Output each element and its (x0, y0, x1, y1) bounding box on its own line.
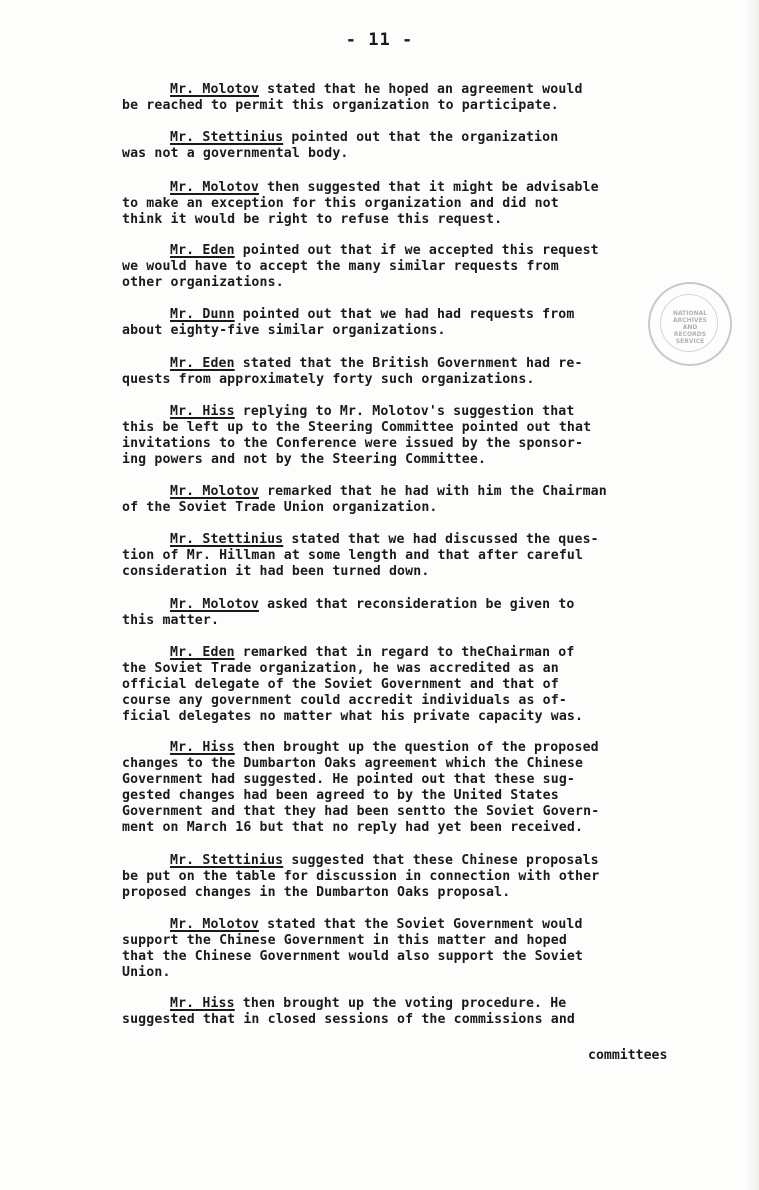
page-edge-shadow (745, 0, 759, 1190)
speaker-name: Mr. Hiss (170, 740, 235, 755)
paragraph-text: suggested that these Chinese proposals be put on the table for discussion in connection with other proposed changes in the Dumbarton Oaks proposal. (122, 853, 600, 900)
paragraph-text: stated that we had discussed the ques- tion of Mr. Hillman at some length and that after careful consideration it had been turned down. (122, 532, 599, 579)
speaker-name: Mr. Molotov (170, 597, 259, 612)
paragraph-text: remarked that he had with him the Chairman of the Soviet Trade Union organization. (122, 484, 607, 515)
paragraph-9 (122, 532, 687, 580)
paragraph-7 (122, 404, 687, 468)
stamp-text: NATIONAL ARCHIVES AND RECORDS SERVICE (672, 310, 708, 345)
paragraph-text: pointed out that if we accepted this request we would have to accept the many similar requests from other organizations. (122, 243, 599, 290)
paragraph-2 (122, 130, 687, 162)
speaker-name: Mr. Stettinius (170, 130, 284, 145)
paragraph-6 (122, 356, 687, 388)
paragraph-12 (122, 740, 687, 836)
speaker-name: Mr. Eden (170, 243, 235, 258)
speaker-name: Mr. Molotov (170, 484, 259, 499)
speaker-name: Mr. Molotov (170, 180, 259, 195)
paragraph-13 (122, 853, 687, 901)
speaker-name: Mr. Eden (170, 645, 235, 660)
archive-stamp (648, 282, 732, 366)
speaker-name: Mr. Dunn (170, 307, 235, 322)
speaker-name: Mr. Stettinius (170, 532, 284, 547)
paragraph-text: then brought up the voting procedure. He suggested that in closed sessions of the commissions and (122, 996, 576, 1027)
paragraph-text: then suggested that it might be advisable to make an exception for this organization and did not think it would be right to refuse this request. (122, 180, 599, 227)
paragraph-text: pointed out that the organization was not a governmental body. (122, 130, 559, 161)
page-number: - 11 - (345, 30, 414, 50)
paragraph-text: stated that the British Government had re- quests from approximately forty such organizations. (122, 356, 583, 387)
speaker-name: Mr. Molotov (170, 917, 259, 932)
paragraph-text: then brought up the question of the proposed changes to the Dumbarton Oaks agreement which the Chinese Government had suggested. He pointed out that these sug- gested changes had been agreed to by the United States Government and that they had been sentto the Soviet Govern- ment on March 16 but that no reply had yet been received. (122, 740, 600, 835)
paragraph-text: stated that he hoped an agreement would be reached to permit this organization to participate. (122, 82, 583, 113)
speaker-name: Mr. Hiss (170, 996, 235, 1011)
paragraph-text: remarked that in regard to theChairman of the Soviet Trade organization, he was accredited as an official delegate of the Soviet Government and that of course any government could accredit individuals as of- ficial delegates no matter what his private capacity was. (122, 645, 584, 724)
paragraph-4 (122, 243, 687, 291)
catchword: committees (588, 1048, 668, 1063)
paragraph-10 (122, 597, 687, 629)
speaker-name: Mr. Eden (170, 356, 235, 371)
paragraph-1 (122, 82, 687, 114)
paragraph-text: pointed out that we had had requests from about eighty-five similar organizations. (122, 307, 575, 338)
paragraph-11 (122, 645, 687, 725)
paragraph-3 (122, 180, 687, 228)
speaker-name: Mr. Molotov (170, 82, 259, 97)
paragraph-8 (122, 484, 687, 516)
speaker-name: Mr. Hiss (170, 404, 235, 419)
paragraph-5 (122, 307, 687, 339)
paragraph-text: stated that the Soviet Government would support the Chinese Government in this matter and hoped that the Chinese Government would also support the Soviet Union. (122, 917, 584, 980)
paragraph-text: asked that reconsideration be given to this matter. (122, 597, 575, 628)
paragraph-14 (122, 917, 687, 981)
speaker-name: Mr. Stettinius (170, 853, 284, 868)
paragraph-15 (122, 996, 687, 1028)
paragraph-text: replying to Mr. Molotov's suggestion that this be left up to the Steering Committee pointed out that invitations to the Conference were issued by the sponsor- ing powers and not by the Steering Committee. (122, 404, 592, 467)
